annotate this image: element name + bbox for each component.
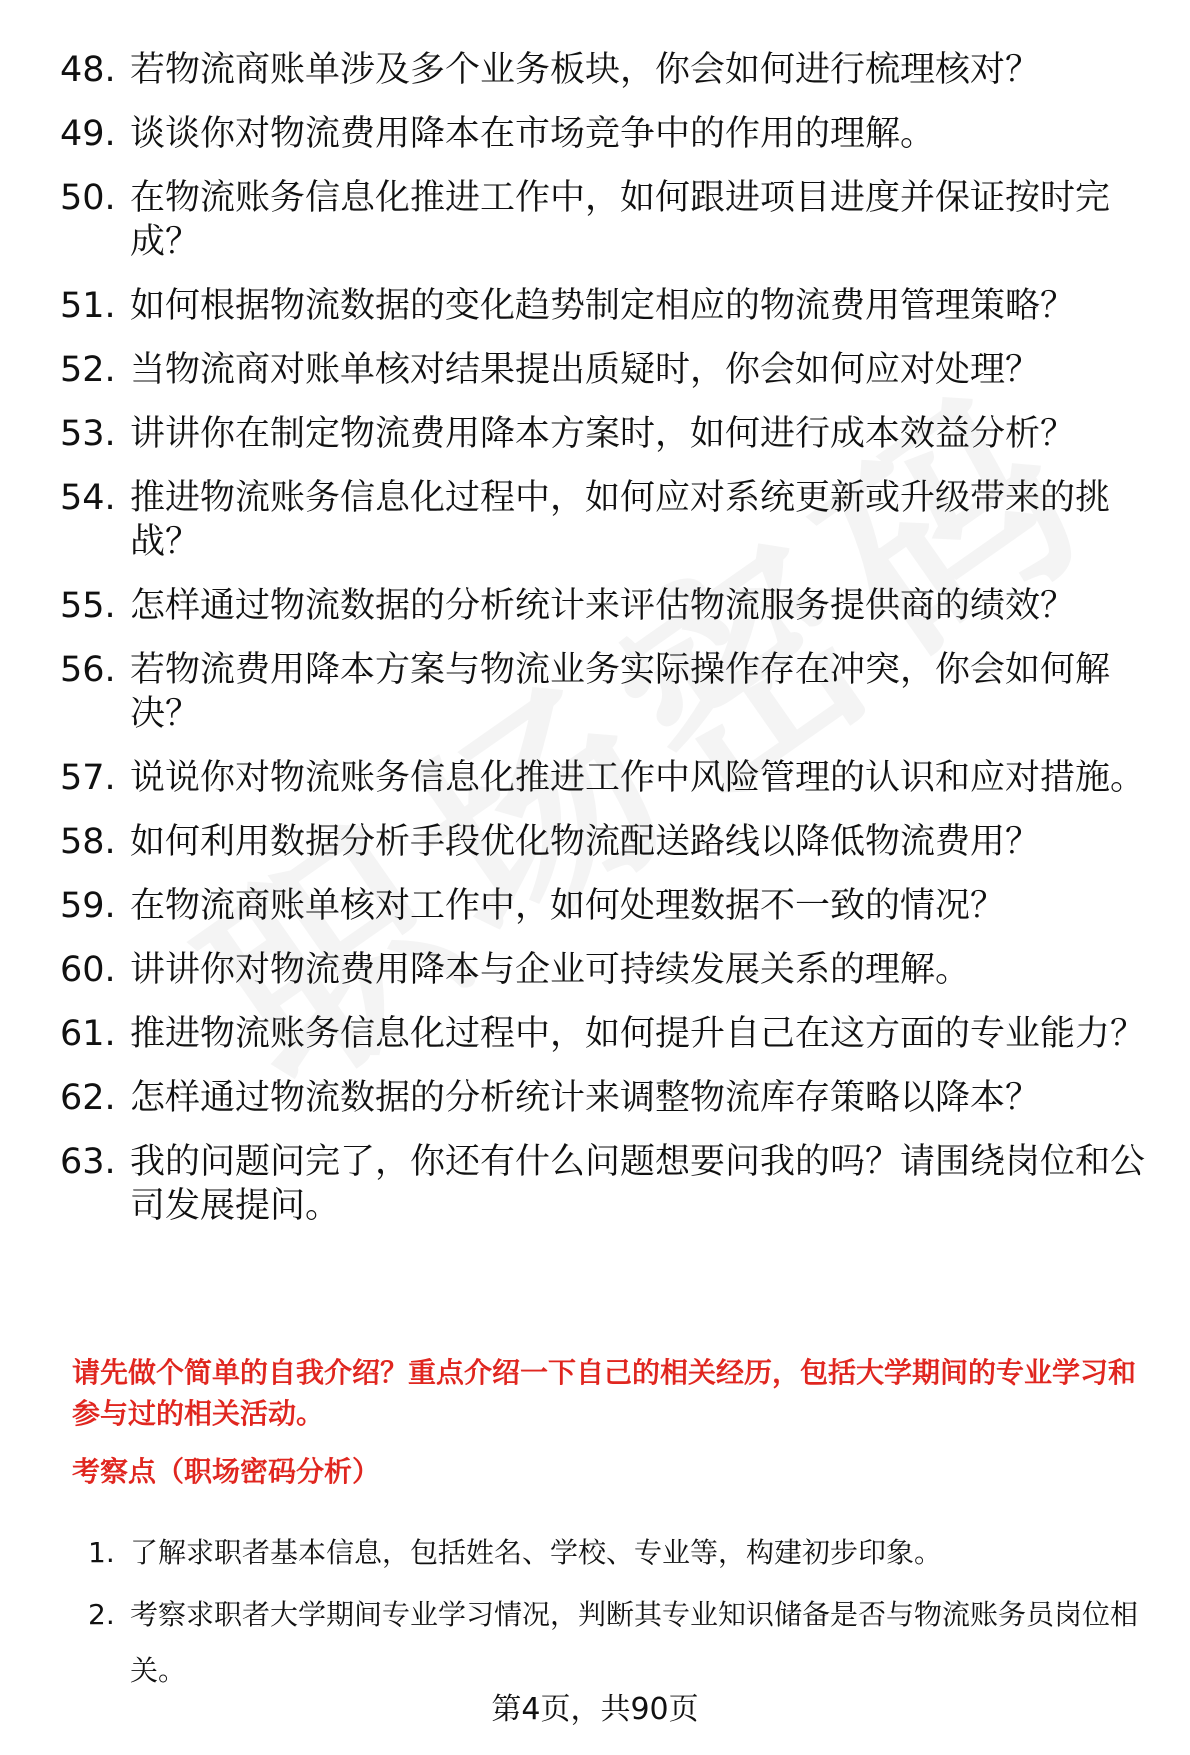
list-item — [60, 884, 1150, 928]
question-number: 59. — [60, 886, 116, 926]
list-item — [60, 948, 1150, 992]
list-item — [60, 756, 1150, 800]
question-text: 当物流商对账单核对结果提出质疑时，你会如何应对处理？ — [130, 350, 1041, 390]
question-text: 怎样通过物流数据的分析统计来调整物流库存策略以降本？ — [130, 1078, 1041, 1118]
question-text: 如何利用数据分析手段优化物流配送路线以降低物流费用？ — [130, 822, 1041, 862]
list-item — [60, 412, 1150, 456]
page-footer: 第4页，共90页 — [491, 1692, 699, 1727]
question-number: 49. — [60, 114, 116, 154]
question-text: 推进物流账务信息化过程中，如何应对系统更新或升级带来的挑战？ — [130, 478, 1111, 562]
list-item — [88, 1587, 1168, 1699]
question-text: 推进物流账务信息化过程中，如何提升自己在这方面的专业能力？ — [130, 1014, 1146, 1054]
question-text: 讲讲你在制定物流费用降本方案时，如何进行成本效益分析？ — [130, 414, 1076, 454]
point-text: 了解求职者基本信息，包括姓名、学校、专业等，构建初步印象。 — [130, 1536, 943, 1569]
list-item — [88, 1525, 1168, 1581]
list-item — [60, 820, 1150, 864]
question-number: 57. — [60, 758, 116, 798]
point-number: 1. — [88, 1536, 115, 1569]
list-item — [60, 1140, 1150, 1228]
question-number: 48. — [60, 50, 116, 90]
section-title: 考察点（职场密码分析） — [72, 1455, 381, 1488]
question-text: 讲讲你对物流费用降本与企业可持续发展关系的理解。 — [130, 950, 971, 990]
assessment-points — [88, 1525, 1168, 1705]
question-text: 在物流账务信息化推进工作中，如何跟进项目进度并保证按时完成？ — [130, 178, 1111, 262]
question-list — [60, 48, 1150, 1248]
list-item — [60, 476, 1150, 564]
question-number: 58. — [60, 822, 116, 862]
point-text: 考察求职者大学期间专业学习情况，判断其专业知识储备是否与物流账务员岗位相关。 — [130, 1598, 1139, 1687]
question-text: 怎样通过物流数据的分析统计来评估物流服务提供商的绩效？ — [130, 586, 1076, 626]
question-number: 53. — [60, 414, 116, 454]
question-number: 50. — [60, 178, 116, 218]
question-number: 56. — [60, 650, 116, 690]
question-number: 60. — [60, 950, 116, 990]
list-item — [60, 176, 1150, 264]
question-number: 51. — [60, 286, 116, 326]
point-number: 2. — [88, 1598, 115, 1631]
question-text: 若物流费用降本方案与物流业务实际操作存在冲突，你会如何解决？ — [130, 650, 1111, 734]
question-text: 我的问题问完了，你还有什么问题想要问我的吗？请围绕岗位和公司发展提问。 — [130, 1142, 1146, 1226]
list-item — [60, 48, 1150, 92]
list-item — [60, 1076, 1150, 1120]
question-number: 55. — [60, 586, 116, 626]
question-text: 谈谈你对物流费用降本在市场竞争中的作用的理解。 — [130, 114, 936, 154]
list-item — [60, 284, 1150, 328]
question-number: 63. — [60, 1142, 116, 1182]
question-number: 61. — [60, 1014, 116, 1054]
list-item — [60, 584, 1150, 628]
question-text: 若物流商账单涉及多个业务板块，你会如何进行梳理核对？ — [130, 50, 1041, 90]
list-item — [60, 648, 1150, 736]
question-number: 62. — [60, 1078, 116, 1118]
question-text: 如何根据物流数据的变化趋势制定相应的物流费用管理策略？ — [130, 286, 1076, 326]
question-number: 54. — [60, 478, 116, 518]
question-text: 在物流商账单核对工作中，如何处理数据不一致的情况？ — [130, 886, 1006, 926]
list-item — [60, 112, 1150, 156]
question-number: 52. — [60, 350, 116, 390]
question-text: 说说你对物流账务信息化推进工作中风险管理的认识和应对措施。 — [130, 758, 1146, 798]
list-item — [60, 348, 1150, 392]
self-intro-prompt: 请先做个简单的自我介绍？重点介绍一下自己的相关经历，包括大学期间的专业学习和参与过的相关活动。 — [72, 1356, 1137, 1430]
list-item — [60, 1012, 1150, 1056]
